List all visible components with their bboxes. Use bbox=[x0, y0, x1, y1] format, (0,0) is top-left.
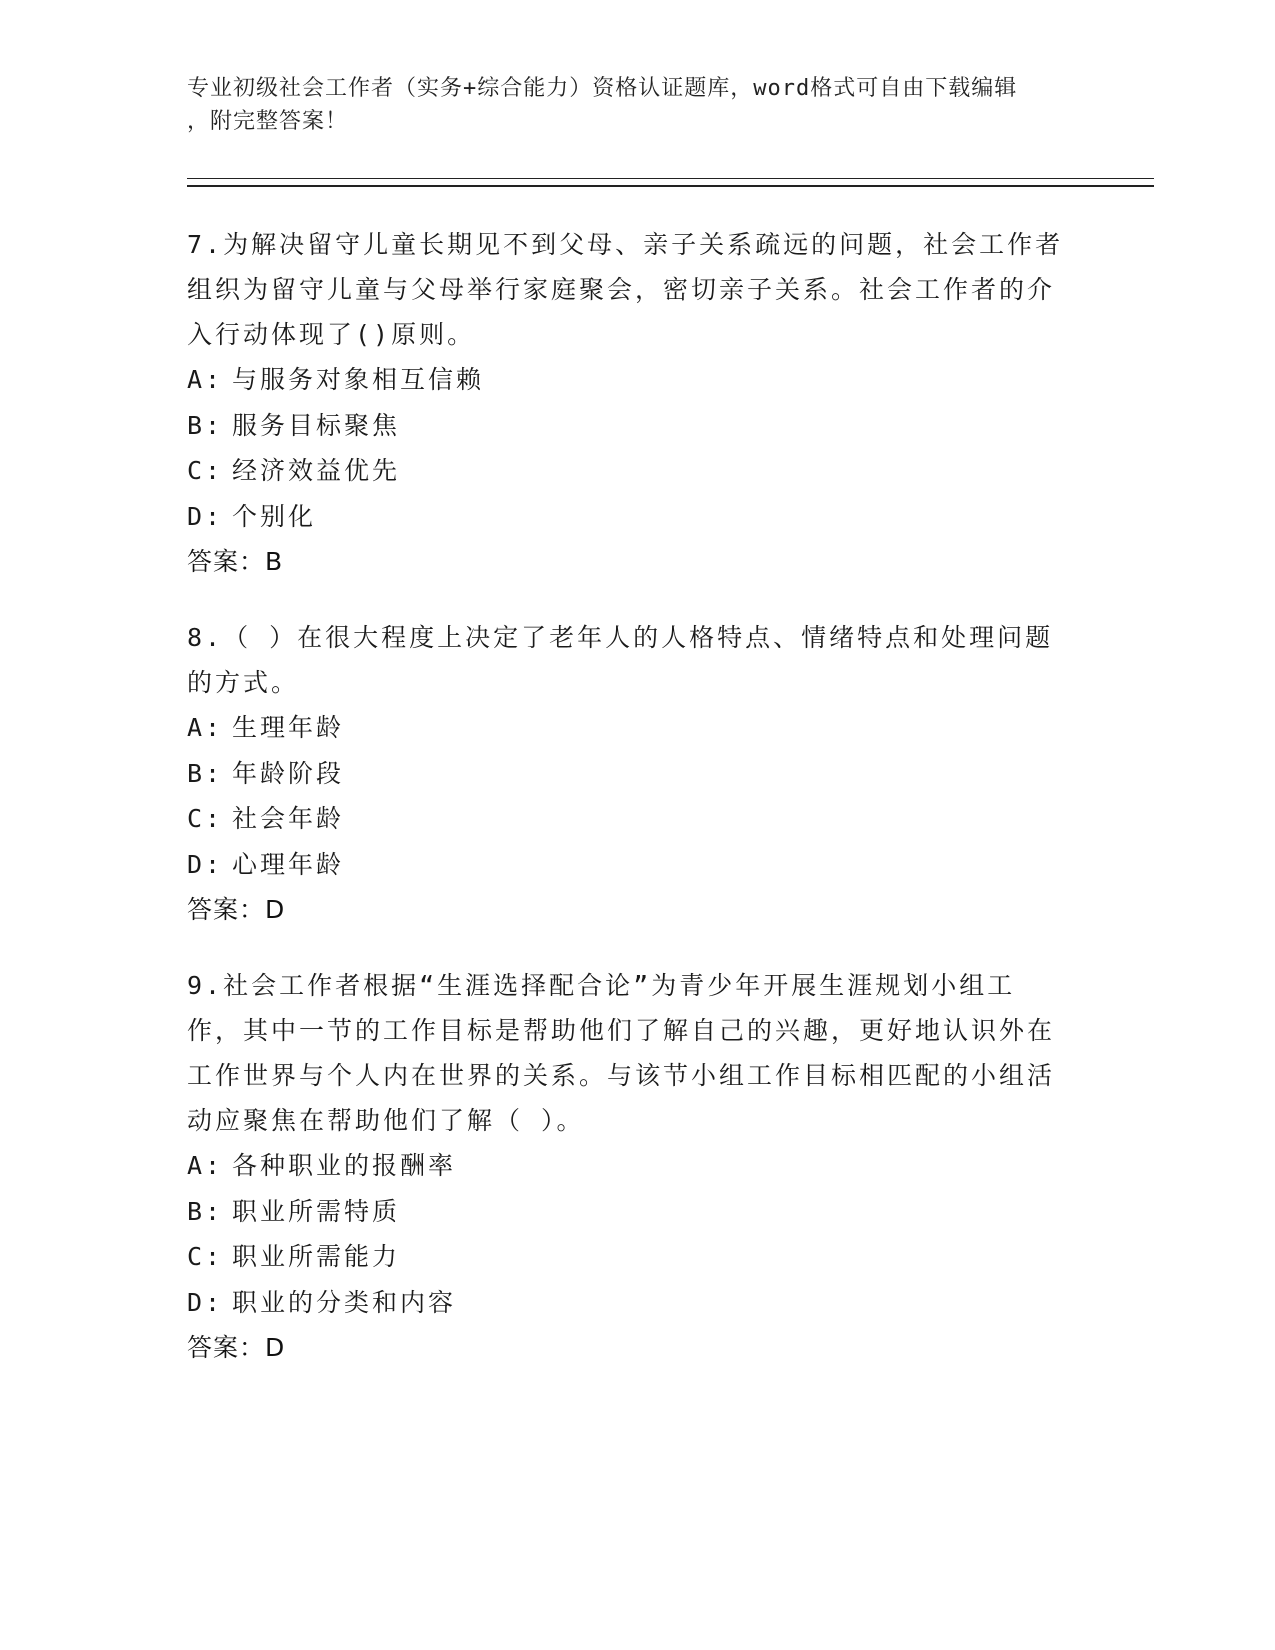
option-key: D: bbox=[187, 501, 224, 531]
question-8 bbox=[187, 615, 1067, 932]
option-d bbox=[187, 842, 1067, 888]
option-key: A: bbox=[187, 365, 224, 394]
option-text: 职业所需特质 bbox=[232, 1196, 401, 1226]
option-text: 年龄阶段 bbox=[232, 758, 345, 788]
option-key: B: bbox=[187, 1196, 224, 1226]
option-text: 职业所需能力 bbox=[232, 1242, 401, 1271]
option-b bbox=[187, 751, 1067, 797]
option-text: 服务目标聚焦 bbox=[232, 410, 401, 440]
option-key: C: bbox=[187, 1242, 224, 1271]
option-a bbox=[187, 705, 1067, 751]
answer-line: 答案：D bbox=[187, 895, 286, 924]
document-header bbox=[187, 72, 1087, 138]
option-text: 经济效益优先 bbox=[232, 456, 401, 485]
option-key: D: bbox=[187, 849, 224, 879]
answer-line: 答案：D bbox=[187, 1333, 286, 1362]
option-text: 社会年龄 bbox=[232, 804, 345, 833]
option-text: 个别化 bbox=[232, 501, 317, 531]
option-text: 生理年龄 bbox=[232, 713, 345, 742]
option-key: A: bbox=[187, 713, 224, 742]
option-key: D: bbox=[187, 1287, 224, 1317]
option-key: A: bbox=[187, 1151, 224, 1180]
question-7 bbox=[187, 222, 1067, 584]
header-line-2: ，附完整答案！ bbox=[187, 109, 349, 134]
option-d bbox=[187, 494, 1067, 540]
option-text: 职业的分类和内容 bbox=[232, 1287, 457, 1317]
question-stem: 9.社会工作者根据“生涯选择配合论”为青少年开展生涯规划小组工作，其中一节的工作目标是帮助他们了解自己的兴趣，更好地认识外在工作世界与个人内在世界的关系。与该节小组工作目标相匹配的小组活动应聚焦在帮助他们了解（ ）。 bbox=[187, 971, 1056, 1135]
option-b bbox=[187, 1189, 1067, 1235]
header-divider bbox=[187, 178, 1154, 187]
answer-line: 答案：B bbox=[187, 547, 284, 576]
option-text: 与服务对象相互信赖 bbox=[232, 365, 485, 394]
option-c bbox=[187, 448, 1067, 494]
question-9 bbox=[187, 963, 1067, 1370]
option-text: 各种职业的报酬率 bbox=[232, 1151, 457, 1180]
option-key: B: bbox=[187, 758, 224, 788]
question-stem: 8.（ ）在很大程度上决定了老年人的人格特点、情绪特点和处理问题的方式。 bbox=[187, 623, 1054, 697]
option-a bbox=[187, 1143, 1067, 1189]
option-key: C: bbox=[187, 456, 224, 485]
option-text: 心理年龄 bbox=[232, 849, 345, 879]
option-d bbox=[187, 1280, 1067, 1326]
option-key: C: bbox=[187, 804, 224, 833]
option-c bbox=[187, 1234, 1067, 1280]
question-stem: 7.为解决留守儿童长期见不到父母、亲子关系疏远的问题，社会工作者组织为留守儿童与父母举行家庭聚会，密切亲子关系。社会工作者的介入行动体现了()原则。 bbox=[187, 230, 1064, 349]
option-b bbox=[187, 403, 1067, 449]
header-line-1: 专业初级社会工作者（实务+综合能力）资格认证题库，word格式可自由下载编辑 bbox=[187, 76, 1018, 101]
option-key: B: bbox=[187, 410, 224, 440]
option-a bbox=[187, 357, 1067, 403]
option-c bbox=[187, 796, 1067, 842]
